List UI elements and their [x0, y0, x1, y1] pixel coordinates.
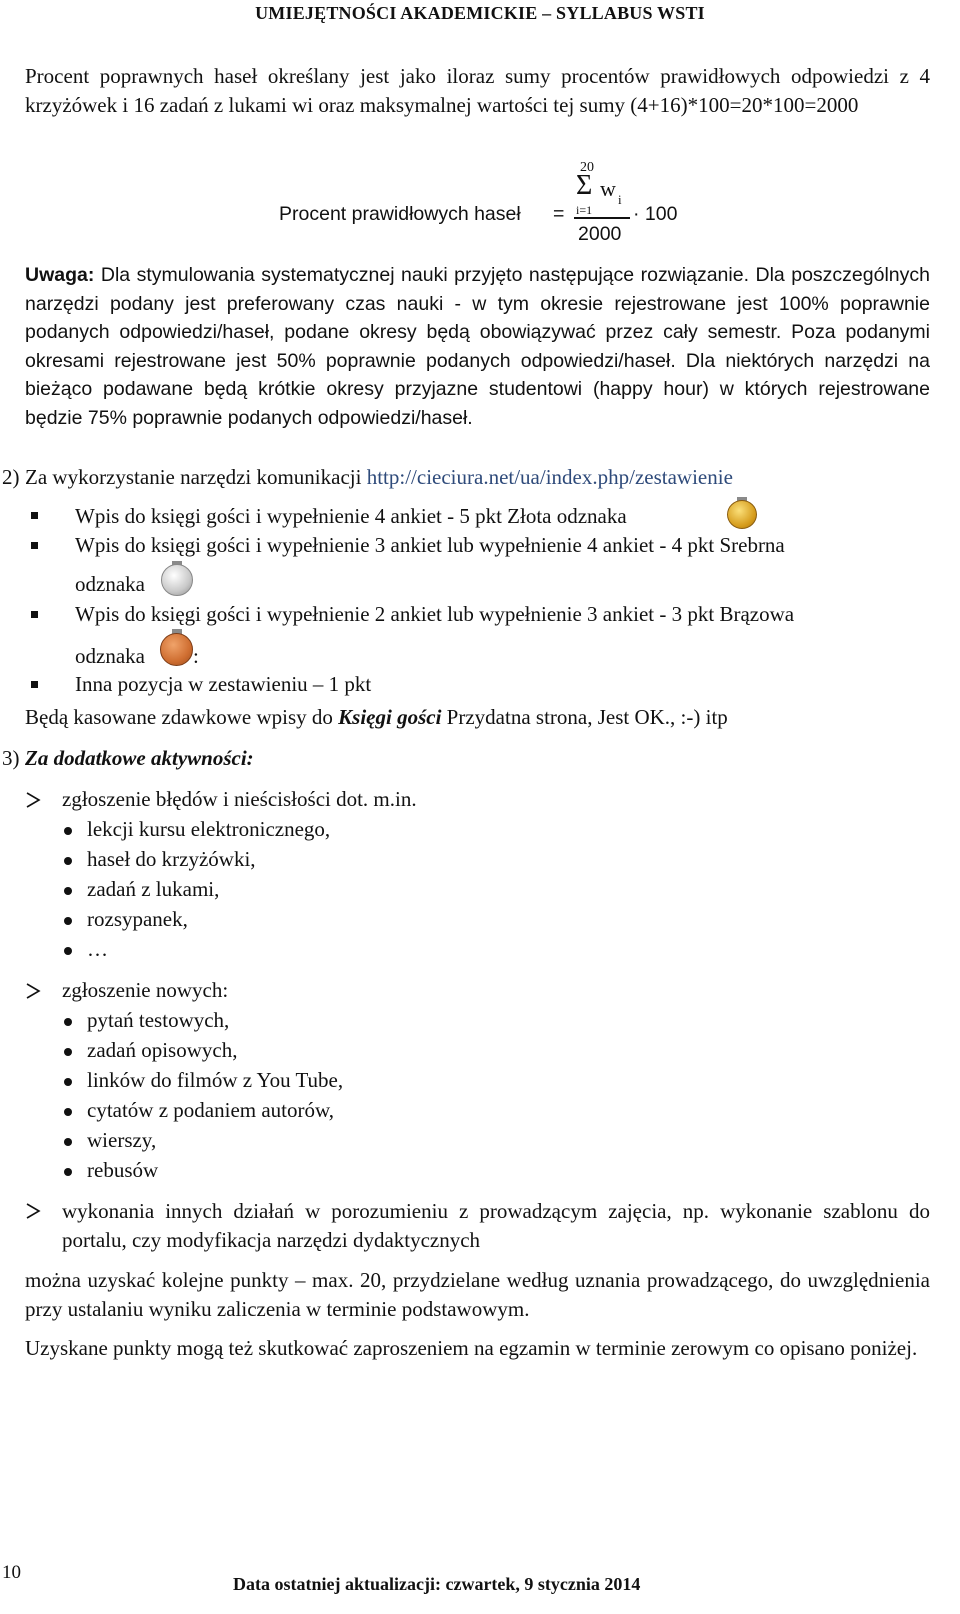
group-2-title: zgłoszenie nowych:	[62, 978, 229, 1002]
formula-equals: =	[553, 203, 565, 225]
gold-medal-icon	[727, 500, 757, 529]
bullet-bronze-text-2: odznaka	[75, 644, 145, 668]
round-bullet-icon	[64, 1048, 72, 1056]
round-bullet-icon	[64, 1168, 72, 1176]
list-item: wierszy,	[87, 1128, 157, 1152]
arrow-bullet-icon	[25, 792, 41, 808]
square-bullet-icon	[31, 512, 38, 519]
bullet-bronze-text: Wpis do księgi gości i wypełnienie 2 ankiet lub wypełnienie 3 ankiet - 3 pkt Brązowa	[75, 602, 795, 626]
bullet-silver-text-2: odznaka	[75, 572, 145, 596]
guestbook-note-after: Przydatna strona, Jest OK., :-) itp	[441, 705, 728, 729]
exam-note: Uzyskane punkty mogą też skutkować zaproszeniem na egzamin w terminie zerowym co opisano poniżej.	[25, 1336, 918, 1360]
group-3-paragraph	[62, 1197, 930, 1254]
points-note: można uzyskać kolejne punkty – max. 20, przydzielane według uznania prowadzącego, do uwzględnienia przy ustalaniu wyniku zaliczenia w terminie podstawowym.	[25, 1268, 930, 1321]
list-item: rozsypanek,	[87, 907, 188, 931]
last-updated: Data ostatniej aktualizacji: czwartek, 9 stycznia 2014	[233, 1574, 641, 1594]
list-item: linków do filmów z You Tube,	[87, 1068, 344, 1092]
list-item: …	[87, 937, 108, 961]
bullet-gold-text: Wpis do księgi gości i wypełnienie 4 ankiet - 5 pkt Złota odznaka	[75, 504, 627, 528]
bullet-other-text: Inna pozycja w zestawieniu – 1 pkt	[75, 672, 372, 696]
formula-denominator: 2000	[578, 223, 622, 245]
formula-upper-limit: 20	[580, 160, 594, 175]
list-item: lekcji kursu elektronicznego,	[87, 817, 331, 841]
arrow-bullet-icon	[25, 1203, 41, 1219]
guestbook-note	[25, 705, 728, 730]
bronze-medal-icon	[160, 633, 193, 666]
guestbook-emphasis: Księgi gości	[338, 705, 442, 729]
section-3-title: Za dodatkowe aktywności:	[25, 746, 254, 770]
note-paragraph	[25, 261, 930, 432]
arrow-bullet-icon	[25, 983, 41, 999]
section-2-heading	[25, 465, 733, 490]
formula-variable: w	[600, 176, 616, 201]
silver-medal-icon	[161, 564, 193, 596]
round-bullet-icon	[64, 857, 72, 865]
points-paragraph	[25, 1266, 930, 1323]
square-bullet-icon	[31, 681, 38, 688]
note-label: Uwaga:	[25, 264, 95, 286]
intro-paragraph	[25, 62, 930, 119]
page-header: UMIEJĘTNOŚCI AKADEMICKIE – SYLLABUS WSTI	[255, 3, 705, 23]
sigma-symbol: Σ	[576, 170, 593, 201]
section-2-text: Za wykorzystanie narzędzi komunikacji	[25, 465, 362, 489]
formula-multiplier: · 100	[633, 203, 678, 225]
round-bullet-icon	[64, 887, 72, 895]
guestbook-note-before: Będą kasowane zdawkowe wpisy do	[25, 705, 339, 729]
list-item: haseł do krzyżówki,	[87, 847, 256, 871]
round-bullet-icon	[64, 917, 72, 925]
zestawienie-link[interactable]: http://cieciura.net/ua/index.php/zestawienie	[366, 465, 733, 489]
list-item: rebusów	[87, 1158, 159, 1182]
bullet-silver-text: Wpis do księgi gości i wypełnienie 3 ankiet lub wypełnienie 4 ankiet - 4 pkt Srebrna	[75, 533, 785, 557]
exam-paragraph	[25, 1334, 930, 1363]
round-bullet-icon	[64, 1018, 72, 1026]
round-bullet-icon	[64, 827, 72, 835]
formula-label: Procent prawidłowych haseł	[279, 203, 521, 225]
section-3-number: 3)	[2, 746, 20, 770]
round-bullet-icon	[64, 1138, 72, 1146]
list-item: zadań z lukami,	[87, 877, 220, 901]
intro-text: Procent poprawnych haseł określany jest jako iloraz sumy procentów prawidłowych odpowiedzi z 4 krzyżówek i 16 zadań z lukami wi oraz maksymalnej wartości tej sumy (4+16)*100=20*100=2000	[25, 64, 930, 117]
formula-lower-limit: i=1	[576, 203, 593, 217]
fraction-bar	[574, 217, 630, 219]
list-item: zadań opisowych,	[87, 1038, 238, 1062]
section-2-number: 2)	[2, 465, 20, 489]
list-item: cytatów z podaniem autorów,	[87, 1098, 335, 1122]
group-3-title: wykonania innych działań w porozumieniu z prowadzącym zajęcia, np. wykonanie szablonu do portalu, czy modyfikacja narzędzi dydaktycznych	[62, 1199, 930, 1252]
round-bullet-icon	[64, 1078, 72, 1086]
round-bullet-icon	[64, 947, 72, 955]
round-bullet-icon	[64, 1108, 72, 1116]
list-item: pytań testowych,	[87, 1008, 230, 1032]
square-bullet-icon	[31, 611, 38, 618]
note-text: Dla stymulowania systematycznej nauki przyjęto następujące rozwiązanie. Dla poszczególnych narzędzi podany jest preferowany czas nauki - w tym okresie rejestrowane jest 100% poprawnie podanych odpowiedzi/haseł, podane okresy będą obowiązywać przez cały semestr. Poza podanymi okresami rejestrowane jest 50% poprawnie podanych odpowiedzi/haseł. Dla niektórych narzędzi na bieżąco podawane będą krótkie okresy przyjazne studentowi (happy hour) w których rejestrowane będzie 75% poprawnie podanych odpowiedzi/haseł.	[25, 264, 930, 429]
bullet-bronze-suffix: :	[193, 644, 199, 668]
square-bullet-icon	[31, 542, 38, 549]
page-number: 10	[2, 1562, 21, 1583]
formula-subscript: i	[618, 192, 622, 207]
group-1-title: zgłoszenie błędów i nieścisłości dot. m.in.	[62, 787, 417, 811]
